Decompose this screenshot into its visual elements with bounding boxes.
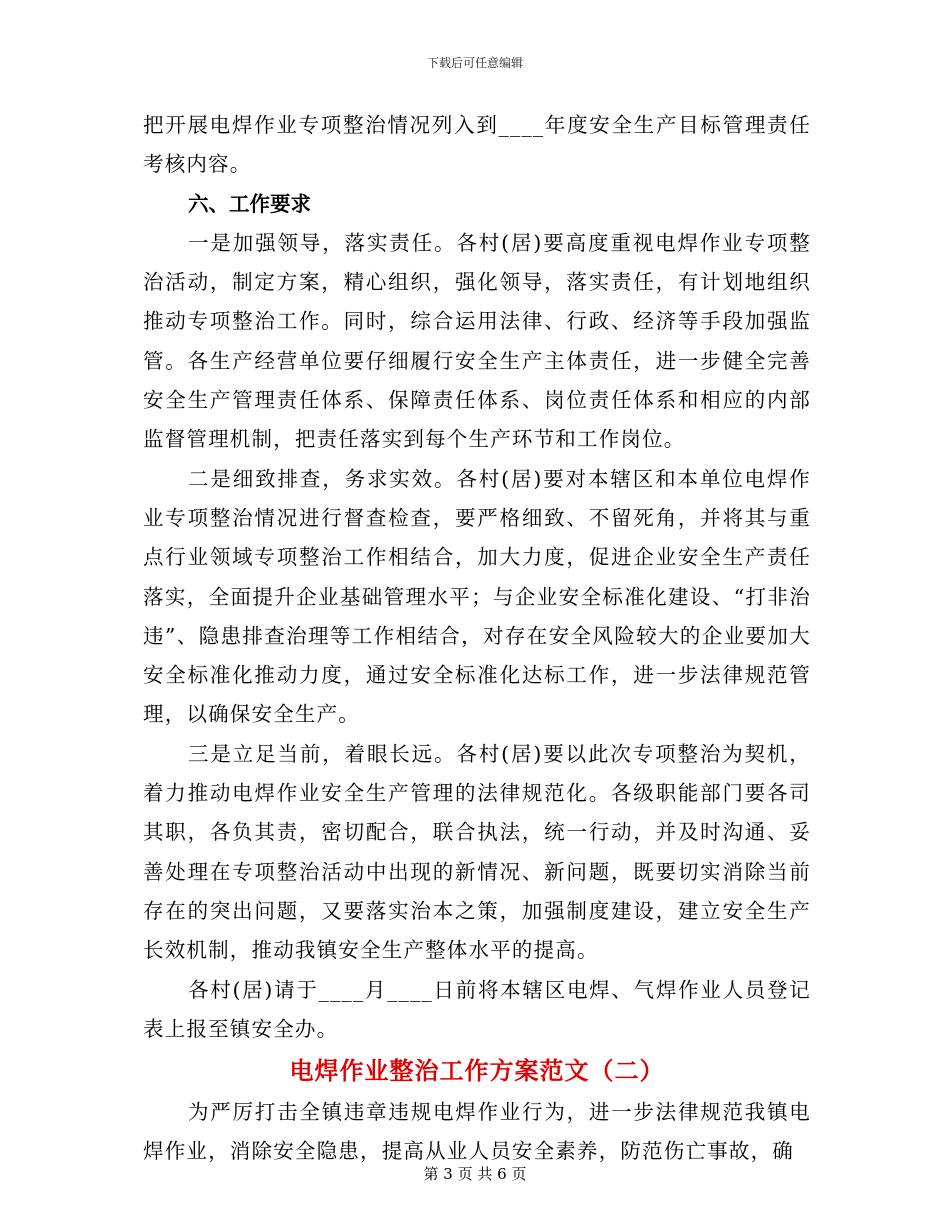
document-body [143, 106, 811, 1172]
paragraph-deadline: 各村(居)请于____月____日前将本辖区电焊、气焊作业人员登记表上报至镇安全办。 [143, 977, 811, 1041]
paragraph-continuation: 把开展电焊作业专项整治情况列入到____年度安全生产目标管理责任考核内容。 [143, 113, 811, 177]
paragraph-requirement-1: 一是加强领导，落实责任。各村(居)要高度重视电焊作业专项整治活动，制定方案，精心组织，强化领导，落实责任，有计划地组织推动专项整治工作。同时，综合运用法律、行政、经济等手段加强监管。各生产经营单位要仔细履行安全生产主体责任，进一步健全完善安全生产管理责任体系、保障责任体系、岗位责任体系和相应的内部监督管理机制，把责任落实到每个生产环节和工作岗位。 [143, 230, 811, 452]
paragraph-requirement-3: 三是立足当前，着眼长远。各村(居)要以此次专项整治为契机，着力推动电焊作业安全生产管理的法律规范化。各级职能部门要各司其职，各负其责，密切配合，联合执法，统一行动，并及时沟通、妥善处理在专项整治活动中出现的新情况、新问题，既要切实消除当前存在的突出问题，又要落实治本之策，加强制度建设，建立安全生产长效机制，推动我镇安全生产整体水平的提高。 [143, 741, 811, 963]
page-number: 第 3 页 共 6 页 [423, 1165, 527, 1183]
paragraph-requirement-2: 二是细致排查，务求实效。各村(居)要对本辖区和本单位电焊作业专项整治情况进行督查检查，要严格细致、不留死角，并将其与重点行业领域专项整治工作相结合，加大力度，促进企业安全生产责任落实，全面提升企业基础管理水平；与企业安全标准化建设、“打非治违”、隐患排查治理等工作相结合，对存在安全风险较大的企业要加大安全标准化推动力度，通过安全标准化达标工作，进一步法律规范管理，以确保安全生产。 [143, 466, 811, 727]
paragraph-intro: 为严厉打击全镇违章违规电焊作业行为，进一步法律规范我镇电焊作业，消除安全隐患，提高从业人员安全素养，防范伤亡事故，确 [143, 1100, 811, 1164]
section-heading: 六、工作要求 [188, 191, 311, 216]
page-header: 下载后可任意编辑 [426, 56, 523, 70]
document-title: 电焊作业整治工作方案范文（二） [289, 1056, 665, 1086]
